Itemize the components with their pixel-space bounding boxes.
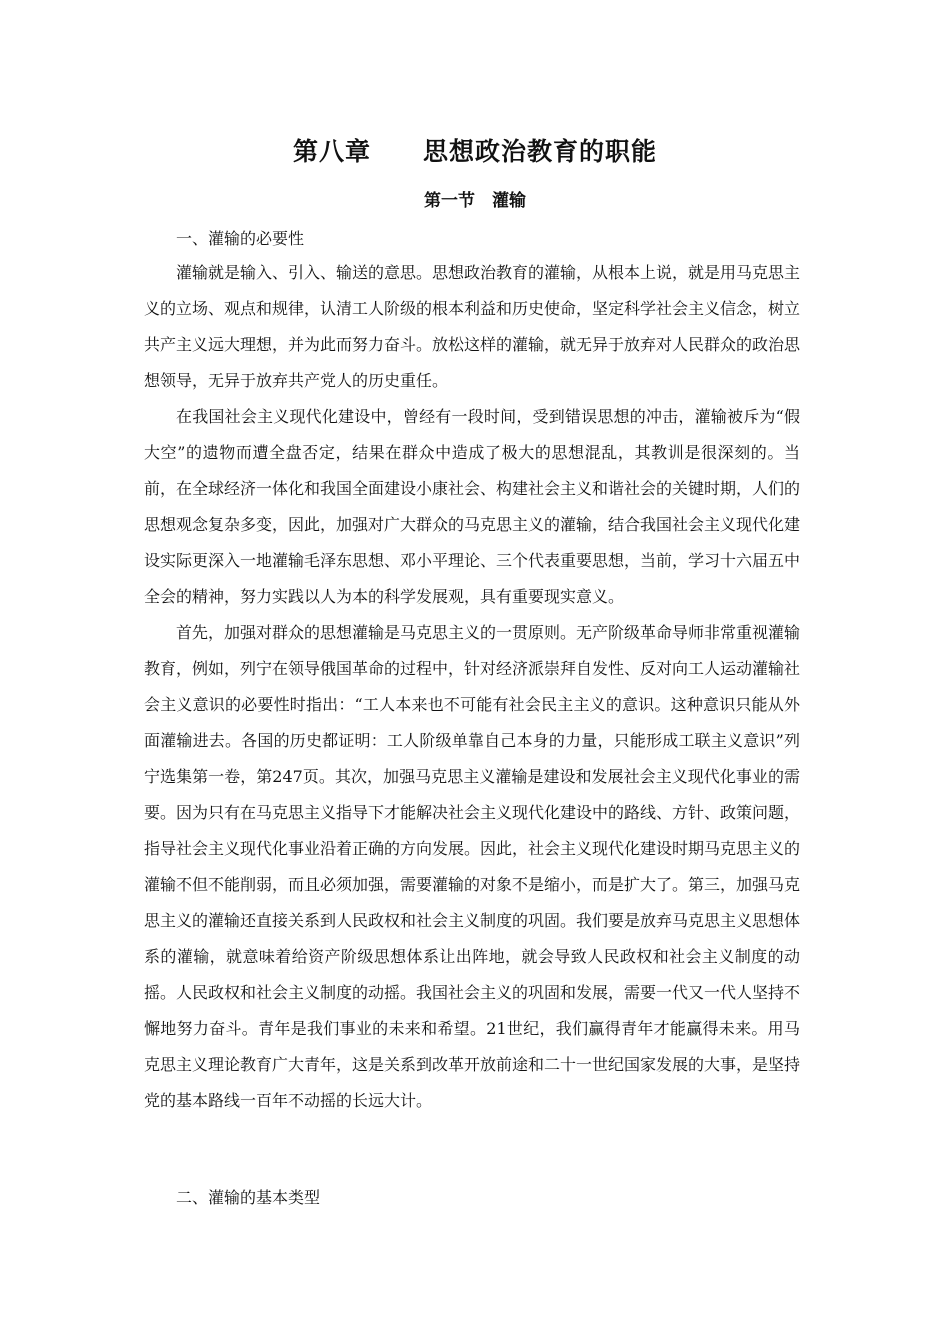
heading-basic-types: 二、灌输的基本类型 [176, 1188, 321, 1207]
heading-necessity: 一、灌输的必要性 [176, 229, 305, 248]
chapter-title: 第八章 思想政治教育的职能 [292, 137, 657, 166]
paragraph: 在我国社会主义现代化建设中，曾经有一段时间，受到错误思想的冲击，灌输被斥为“假大空”的遗物而遭全盘否定，结果在群众中造成了极大的思想混乱，其教训是很深刻的。当前，在全球经济一体化和我国全面建设小康社会、构建社会主义和谐社会的关键时期，人们的思想观念复杂多变，因此，加强对广大群众的马克思主义的灌输，结合我国社会主义现代化建设实际更深入一地灌输毛泽东思想、邓小平理论、三个代表重要思想，当前，学习十六届五中全会的精神，努力实践以人为本的科学发展观，具有重要现实意义。 [144, 407, 801, 606]
section-title: 第一节 灌输 [424, 191, 526, 211]
paragraph: 首先，加强对群众的思想灌输是马克思主义的一贯原则。无产阶级革命导师非常重视灌输教育，例如，列宁在领导俄国革命的过程中，针对经济派崇拜自发性、反对向工人运动灌输社会主义意识的必要性时指出：“工人本来也不可能有社会民主主义的意识。这种意识只能从外面灌输进去。各国的历史都证明：工人阶级单靠自己本身的力量，只能形成工联主义意识”列宁选集第一卷，第247页。其次，加强马克思主义灌输是建设和发展社会主义现代化事业的需要。因为只有在马克思主义指导下才能解决社会主义现代化建设中的路线、方针、政策问题，指导社会主义现代化事业沿着正确的方向发展。因此，社会主义现代化建设时期马克思主义的灌输不但不能削弱，而且必须加强，需要灌输的对象不是缩小，而是扩大了。第三，加强马克思主义的灌输还直接关系到人民政权和社会主义制度的巩固。我们要是放弃马克思主义思想体系的灌输，就意味着给资产阶级思想体系让出阵地，就会导致人民政权和社会主义制度的动摇。人民政权和社会主义制度的动摇。我国社会主义的巩固和发展，需要一代又一代人坚持不懈地努力奋斗。青年是我们事业的未来和希望。21世纪，我们赢得青年才能赢得未来。用马克思主义理论教育广大青年，这是关系到改革开放前途和二十一世纪国家发展的大事，是坚持党的基本路线一百年不动摇的长远大计。 [144, 623, 801, 1110]
body-text [144, 255, 800, 1119]
paragraph: 灌输就是输入、引入、输送的意思。思想政治教育的灌输，从根本上说，就是用马克思主义的立场、观点和规律，认清工人阶级的根本利益和历史使命，坚定科学社会主义信念，树立共产主义远大理想，并为此而努力奋斗。放松这样的灌输，就无异于放弃对人民群众的政治思想领导，无异于放弃共产党人的历史重任。 [144, 263, 801, 390]
